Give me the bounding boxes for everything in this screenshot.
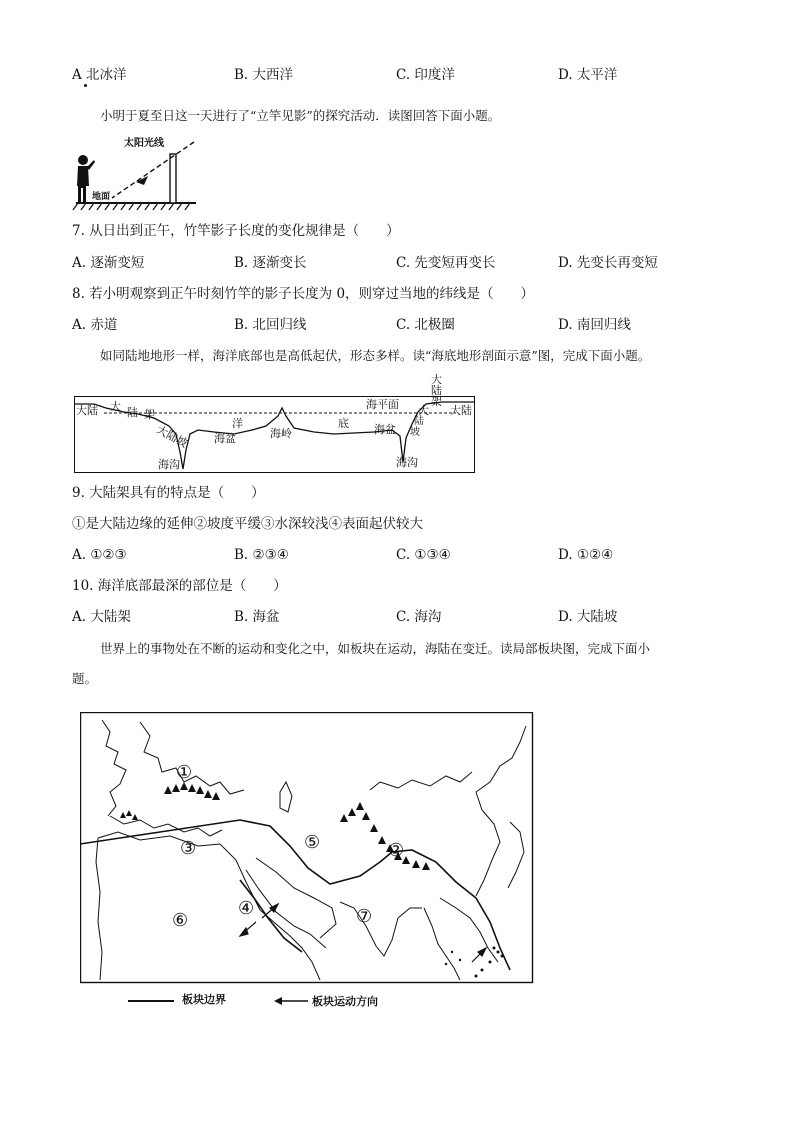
figure-seafloor-profile [74,372,476,474]
q8-option-b[interactable]: B. 北回归线 [234,317,307,333]
continent-right-label: 大陆 [450,404,472,417]
q10-option-d[interactable]: D. 大陆坡 [558,609,618,625]
q9-option-a[interactable]: A. ①②③ [72,547,127,563]
plate-label-1: ① [176,762,193,783]
slope-right-char-3: 坡 [410,427,420,438]
basin-right-label: 海盆 [374,423,396,436]
sea-level-label: 海平面 [366,398,399,411]
plate-map-legend [128,992,428,1012]
bottom-label: 底 [338,417,349,430]
q9-option-c[interactable]: C. ①③④ [396,547,451,563]
ocean-label: 洋 [232,417,243,430]
trench-left-label: 海沟 [158,458,180,471]
q9-option-b[interactable]: B. ②③④ [234,547,289,563]
plate-label-4: ④ [238,898,255,919]
boundary-line-icon [128,1000,174,1002]
ridge-label: 海岭 [270,427,292,440]
intro-paragraph-2: 如同陆地地形一样，海洋底部也是高低起伏，形态多样。读“海底地形剖面示意”图，完成下面小题。 [100,348,651,363]
plate-label-7: ⑦ [356,906,373,927]
q8-option-c[interactable]: C. 北极圈 [396,317,455,333]
plate-label-5: ⑤ [304,832,321,853]
q7-option-b[interactable]: B. 逐渐变长 [234,255,307,271]
q7-stem: 7. 从日出到正午，竹竿影子长度的变化规律是（ ） [72,223,400,239]
q6-option-b[interactable]: B. 大西洋 [234,67,294,83]
shelf-left-char-3: 架 [144,408,155,421]
q6-option-d[interactable]: D. 太平洋 [558,67,618,83]
shelf-left-char-2: 陆 [127,406,138,419]
q9-stem: 9. 大陆架具有的特点是（ ） [72,485,265,501]
trench-right-label: 海沟 [396,456,418,469]
slope-left-label: 大陆坡 [154,423,190,451]
q8-stem: 8. 若小明观察到正午时刻竹竿的影子长度为 0，则穿过当地的纬线是（ ） [72,286,535,302]
ground-label: 地面 [92,192,111,202]
intro-paragraph-1: 小明于夏至日这一天进行了“立竿见影”的探究活动．读图回答下面小题。 [100,108,501,123]
q9-statements: ①是大陆边缘的延伸②坡度平缓③水深较浅④表面起伏较大 [72,516,423,532]
q7-option-a[interactable]: A. 逐渐变短 [72,255,145,271]
plate-label-3: ③ [180,838,197,859]
q6-option-c[interactable]: C. 印度洋 [396,67,455,83]
q8-option-d[interactable]: D. 南回归线 [558,317,631,333]
q10-stem: 10. 海洋底部最深的部位是（ ） [72,578,287,594]
q6-option-a[interactable]: A 北冰洋 [72,67,127,83]
plate-label-6: ⑥ [172,910,189,931]
continent-left-label: 大陆 [76,404,98,417]
shelf-right-label: 大陆架 [431,373,442,408]
motion-arrow-icon [274,996,308,1006]
figure-pole-shadow [72,136,202,212]
sunlight-label: 太阳光线 [124,138,164,149]
plate-label-2: ② [388,840,405,861]
legend-boundary-label: 板块边界 [182,993,226,1006]
basin-left-label: 海盆 [214,432,236,445]
figure-plate-map [80,712,534,984]
dot-mark [84,84,87,87]
slope-right-char-2: 陆 [414,416,424,427]
q8-option-a[interactable]: A. 赤道 [72,317,118,333]
q7-option-c[interactable]: C. 先变短再变长 [396,255,496,271]
legend-motion-label: 板块运动方向 [312,995,378,1008]
slope-right-char-1: 大 [418,404,429,417]
intro-paragraph-3-line-2: 题。 [72,671,98,686]
q7-option-d[interactable]: D. 先变长再变短 [558,255,658,271]
q10-option-a[interactable]: A. 大陆架 [72,609,131,625]
q9-option-d[interactable]: D. ①②④ [558,547,614,563]
intro-paragraph-3-line-1: 世界上的事物处在不断的运动和变化之中，如板块在运动，海陆在变迁。读局部板块图，完成下面小 [100,641,651,656]
q10-option-b[interactable]: B. 海盆 [234,609,280,625]
q10-option-c[interactable]: C. 海沟 [396,609,442,625]
shelf-left-char-1: 大 [110,400,121,413]
